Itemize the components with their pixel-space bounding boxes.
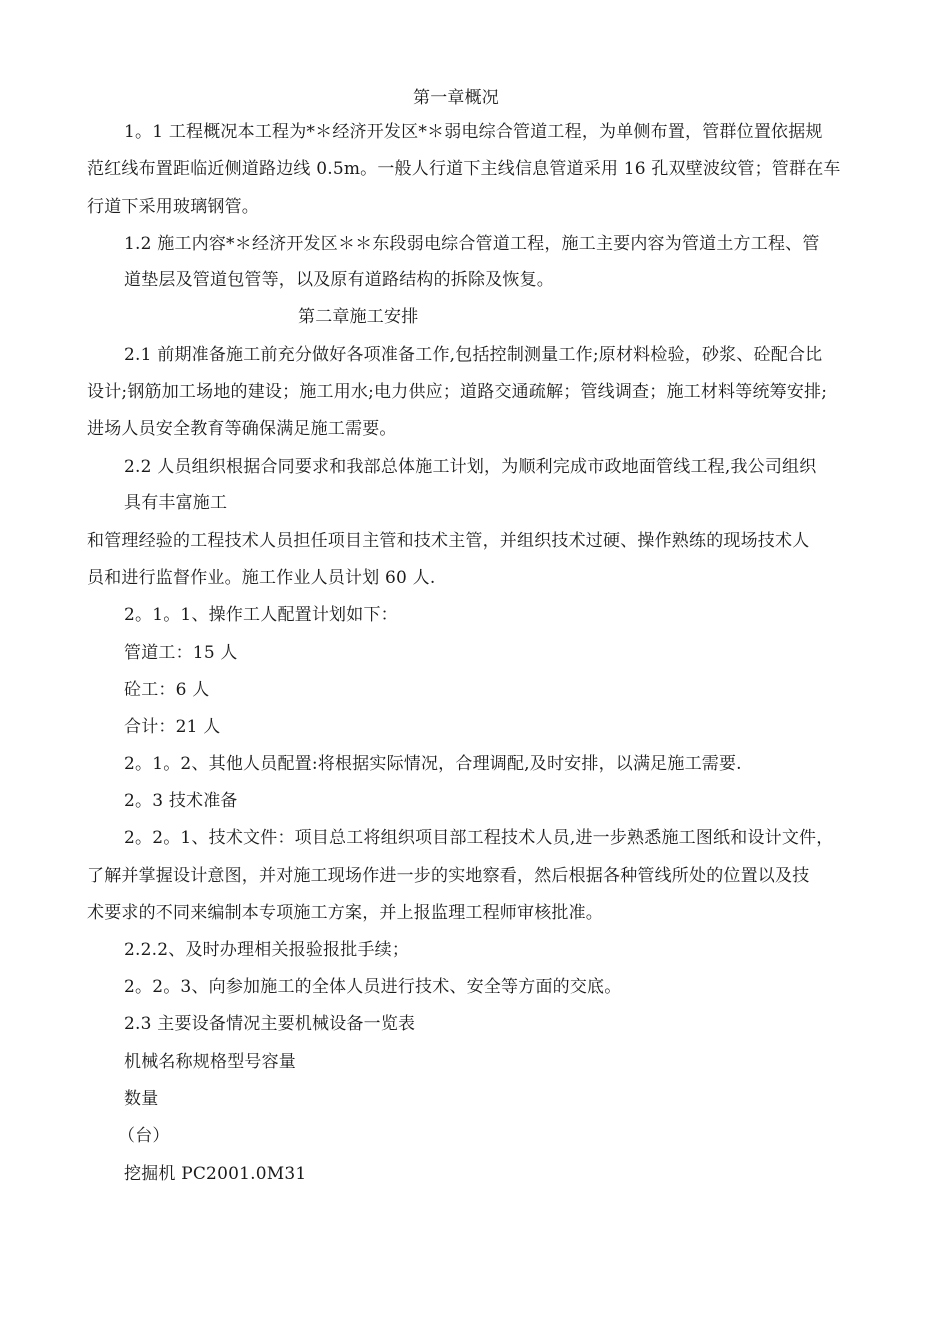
other-staff: 2。1。2、其他人员配置:将根据实际情况，合理调配,及时安排，以满足施工需要. xyxy=(124,754,742,774)
section-1-1-line-3: 行道下采用玻璃钢管。 xyxy=(87,197,259,217)
section-2-1-line-2: 设计;钢筋加工场地的建设；施工用水;电力供应；道路交通疏解；管线调查；施工材料等统筹安排; xyxy=(87,382,828,402)
table-unit-label: （台） xyxy=(118,1126,170,1146)
workers-heading: 2。1。1、操作工人配置计划如下： xyxy=(124,605,398,625)
tech-docs-line-3: 术要求的不同来编制本专项施工方案，并上报监理工程师审核批准。 xyxy=(87,903,603,923)
item-2-2-3: 2。2。3、向参加施工的全体人员进行技术、安全等方面的交底。 xyxy=(124,977,622,997)
total-workers: 合计：21 人 xyxy=(124,717,221,737)
chapter2-title: 第二章施工安排 xyxy=(298,307,419,327)
tech-docs-line-1: 2。2。1、技术文件：项目总工将组织项目部工程技术人员,进一步熟悉施工图纸和设计文件， xyxy=(124,828,834,848)
pipe-workers: 管道工：15 人 xyxy=(124,643,238,663)
section-1-1-line-2: 范红线布置距临近侧道路边线 0.5m。一般人行道下主线信息管道采用 16 孔双壁波纹管；管群在车 xyxy=(87,159,841,179)
table-qty-label: 数量 xyxy=(124,1089,159,1109)
section-2-2-line-2: 具有丰富施工 xyxy=(124,493,228,513)
concrete-workers: 砼工：6 人 xyxy=(124,680,210,700)
table-row-excavator: 挖掘机 PC2001.0M31 xyxy=(124,1164,307,1184)
section-1-2-line-1: 1.2 施工内容*＊经济开发区＊＊东段弱电综合管道工程，施工主要内容为管道土方工程、管 xyxy=(124,234,820,254)
equipment-heading: 2.3 主要设备情况主要机械设备一览表 xyxy=(124,1014,416,1034)
chapter1-title: 第一章概况 xyxy=(413,88,499,108)
item-2-2-2: 2.2.2、及时办理相关报验报批手续； xyxy=(124,940,410,960)
table-header-line: 机械名称规格型号容量 xyxy=(124,1052,296,1072)
section-2-2-line-4: 员和进行监督作业。施工作业人员计划 60 人. xyxy=(87,568,436,588)
section-2-1-line-3: 进场人员安全教育等确保满足施工需要。 xyxy=(87,419,397,439)
tech-prep-heading: 2。3 技术准备 xyxy=(124,791,238,811)
section-2-1-line-1: 2.1 前期准备施工前充分做好各项准备工作,包括控制测量工作;原材料检验，砂浆、砼配合比 xyxy=(124,345,823,365)
section-1-2-line-2: 道垫层及管道包管等，以及原有道路结构的拆除及恢复。 xyxy=(124,270,554,290)
section-1-1-line-1: 1。1 工程概况本工程为*＊经济开发区*＊弱电综合管道工程，为单侧布置，管群位置依据规 xyxy=(124,122,823,142)
section-2-2-line-1: 2.2 人员组织根据合同要求和我部总体施工计划，为顺利完成市政地面管线工程,我公司组织 xyxy=(124,457,817,477)
tech-docs-line-2: 了解并掌握设计意图，并对施工现场作进一步的实地察看，然后根据各种管线所处的位置以及技 xyxy=(87,866,810,886)
section-2-2-line-3: 和管理经验的工程技术人员担任项目主管和技术主管，并组织技术过硬、操作熟练的现场技术人 xyxy=(87,531,810,551)
